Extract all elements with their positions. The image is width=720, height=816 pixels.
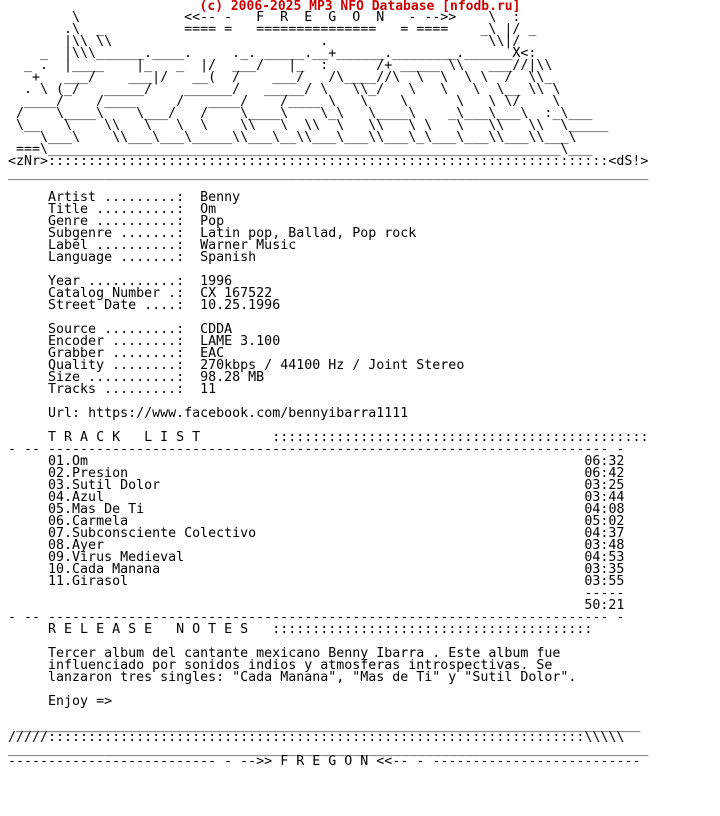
ascii-art-line: \ <<-- - F R E G O N - -->> \ :	[8, 10, 521, 25]
track-name: 03.Sutil Dolor	[48, 478, 161, 493]
track-name: 06.Carmela	[48, 514, 129, 529]
artist-label: Artist .........:	[48, 190, 185, 205]
total-time: 50:21	[584, 598, 625, 613]
tracks-value: 11	[200, 382, 217, 397]
tracks-label: Tracks .........:	[48, 382, 185, 397]
track-list	[8, 456, 648, 588]
label-value: Warner Music	[200, 238, 297, 253]
footer-brand: F R E G O N	[280, 754, 369, 769]
track-time: 06:42	[584, 466, 625, 481]
info-language	[8, 252, 648, 264]
track-time: 03:55	[584, 574, 625, 589]
enjoy-line	[8, 696, 648, 708]
notes-header	[8, 624, 648, 636]
enjoy-text: Enjoy =>	[48, 694, 113, 709]
ascii-art-line: \__ \ \\ \ \ \ \\ \ \\ \ \\ \ \ \ \\ \\ \_____	[8, 118, 609, 133]
encoder-value: LAME 3.100	[200, 334, 281, 349]
track-time: 04:53	[584, 550, 625, 565]
nfo-body	[8, 12, 648, 768]
url-value: https://www.facebook.com/bennyibarra1111	[88, 406, 409, 421]
catalog-label: Catalog Number .:	[48, 286, 185, 301]
title-value: Om	[200, 202, 217, 217]
url-label: Url:	[48, 406, 81, 421]
track-name: 08.Ayer	[48, 538, 105, 553]
label-label: Label ..........:	[48, 238, 185, 253]
notes-text-1: Tercer album del cantante mexicano Benny Ibarra . Este album fue	[48, 646, 561, 661]
size-value: 98.28 MB	[200, 370, 265, 385]
grabber-value: EAC	[200, 346, 225, 361]
notes-line-3	[8, 672, 648, 684]
footer-slashes: /////:::::::::::::::::::::::::::::::::::::::::::::::::::::::::::::::::::\\\\\	[8, 730, 625, 745]
tracklist-divider-bottom: - -- ---------------------------------------------------------------------- -	[8, 610, 625, 625]
track-time: 04:37	[584, 526, 625, 541]
info-tracks	[8, 384, 648, 396]
track-time: 03:44	[584, 490, 625, 505]
ascii-art-line: / \____\ \___/ / \____\ \_\ \____\ _\___\___\ :_\___	[8, 106, 593, 121]
top-rule: ________________________________________________________________________________	[8, 166, 649, 181]
street-date-label: Street Date ....:	[48, 298, 185, 313]
track-name: 09.Virus Medieval	[48, 550, 185, 565]
total-rule: -----	[584, 586, 625, 601]
tracklist-heading: T R A C K L I S T	[48, 430, 201, 445]
track-name: 02.Presion	[48, 466, 129, 481]
ascii-art-line: _ . |____ |_ _ |/ ___/ |_ : /+ _____ \\ ___//|\\	[8, 58, 553, 73]
nfodb-credit[interactable]: (c) 2006-2025 MP3 NFO Database [nfodb.ru]	[199, 0, 521, 14]
year-label: Year ...........:	[48, 274, 185, 289]
genre-value: Pop	[200, 214, 225, 229]
language-value: Spanish	[200, 250, 257, 265]
size-label: Size ...........:	[48, 370, 185, 385]
ascii-art-line: _ |\\\______.____. ._. _____.__+______.________.______X<:	[8, 46, 537, 61]
track-time: 03:25	[584, 478, 625, 493]
artist-value: Benny	[200, 190, 241, 205]
tracklist-divider-top: - -- ---------------------------------------------------------------------- -	[8, 442, 625, 457]
year-value: 1996	[200, 274, 233, 289]
footer-brand-line	[8, 756, 648, 768]
track-time: 03:48	[584, 538, 625, 553]
track-name: 10.Cada Manana	[48, 562, 161, 577]
catalog-value: CX 167522	[200, 286, 273, 301]
track-name: 01.Om	[48, 454, 89, 469]
track-time: 03:35	[584, 562, 625, 577]
subgenre-value: Latin pop, Ballad, Pop rock	[200, 226, 417, 241]
track-time: 05:02	[584, 514, 625, 529]
street-date-value: 10.25.1996	[200, 298, 281, 313]
genre-label: Genre ..........:	[48, 214, 185, 229]
footer-rule-2: ________________________________________________________________________________	[8, 742, 649, 757]
notes-heading: R E L E A S E N O T E S	[48, 622, 249, 637]
track-name: 05.Mas De Ti	[48, 502, 145, 517]
ascii-art-line: ____/ /____ / ____/ /____ \ \ \ \ \ \/ \	[8, 94, 561, 109]
grabber-label: Grabber ........:	[48, 346, 185, 361]
track-time: 06:32	[584, 454, 625, 469]
footer-rule-1-text: ______________________________________________________________________________	[16, 718, 641, 733]
info-url	[8, 408, 648, 420]
info-street-date	[8, 300, 648, 312]
language-label: Language .......:	[48, 250, 185, 265]
encoder-label: Encoder ........:	[48, 334, 185, 349]
track-name: 04.Azul	[48, 490, 105, 505]
track-name: 07.Subconsciente Colectivo	[48, 526, 257, 541]
ascii-art-line: ===\________________________________________________________________\___	[8, 142, 593, 157]
notes-text-2: influenciado por sonidos indios y atmosferas introspectivas. Se	[48, 658, 553, 673]
notes-text-3: lanzaron tres singles: "Cada Manana", "Mas de Ti" y "Sutil Dolor".	[48, 670, 577, 685]
notes-dots: ::::::::::::::::::::::::::::::::::::::::	[272, 622, 593, 637]
subgenre-label: Subgenre .......:	[48, 226, 185, 241]
source-label: Source .........:	[48, 322, 185, 337]
fregon-ascii-logo	[8, 12, 648, 156]
track-name: 11.Girasol	[48, 574, 129, 589]
ascii-art-line: |\\ \\ . \\|/	[8, 34, 521, 49]
quality-label: Quality ........:	[48, 358, 185, 373]
quality-value: 270kbps / 44100 Hz / Joint Stereo	[200, 358, 465, 373]
tracklist-dots: :::::::::::::::::::::::::::::::::::::::::::::::	[272, 430, 649, 445]
source-value: CDDA	[200, 322, 233, 337]
top-border: <zNr>::::::::::::::::::::::::::::::::::::::::::::::::::::::::::::::::::::::<dS!>	[8, 154, 649, 169]
ascii-art-line: .\ _ ==== = =============== = ==== _\ |/ _	[8, 22, 537, 37]
title-label: Title ..........:	[48, 202, 185, 217]
footer-left: -------------------------- - -->>	[8, 754, 273, 769]
ascii-art-line: + ___/ ___|/ __( / ___/ /\____//\ \ \ \ \ / \\_	[8, 70, 553, 85]
track-time: 04:08	[584, 502, 625, 517]
ascii-art-line: . \ (_/ _____/ ______/ _____/ \ \\_/ \ \ \ \__ \\ \	[8, 82, 561, 97]
ascii-art-line: \___\ \\___\___\_____\\___\__\\___\___\\___\_\___\___\\___\\___\	[8, 130, 577, 145]
footer-right: <<-- - --------------------------	[376, 754, 641, 769]
